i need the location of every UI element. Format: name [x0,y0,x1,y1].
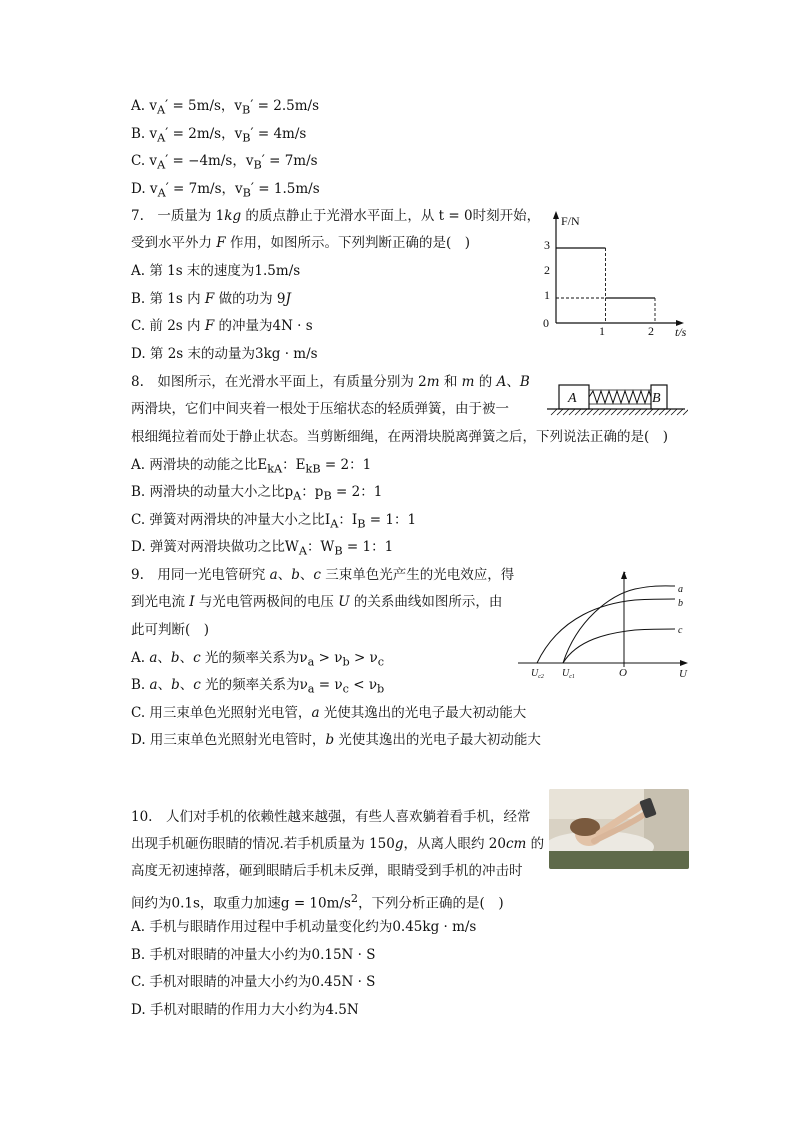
q9-stem-line3: 此可判断( ) [131,622,210,638]
q8-stem-line3: 根细绳拉着而处于静止状态。当剪断细绳，在两滑块脱离弹簧之后，下列说法正确的是( ) [131,429,669,445]
q9-xlabel: U [679,668,687,680]
q8-hatch-mark [647,409,653,415]
q8-hatch-mark [659,409,665,415]
q9-curve-c-label: c [678,625,683,636]
q7-xtick-2: 2 [648,324,654,338]
q9-curve-c [563,629,675,663]
q7-stem-line1: 7. 一质量为 1kg 的质点静止于光滑水平面上，从 t = 0时刻开始， [131,208,541,224]
q8-hatch-mark [629,409,635,415]
q8-hatch-mark [569,409,575,415]
q7-option-d: D. 第 2s 末的动量为3kg · m/s [131,346,318,362]
q7-option-c: C. 前 2s 内 F 的冲量为4N · s [131,318,313,334]
q8-option-c: C. 弹簧对两滑块的冲量大小之比$I_A$：$I_B = 1$：1 [131,512,417,531]
q8-hatch-mark [635,409,641,415]
q8-option-d: D. 弹簧对两滑块做功之比$W_A$：$W_B = 1$：1 [131,539,394,558]
q7-stem-line2: 受到水平外力 F 作用，如图所示。下列判断正确的是( ) [131,235,470,251]
q9-photocurrent-graph [515,565,695,683]
q6-option-b: B. $v_A' = 2m/s$，$v_B' = 4m/s$ [131,126,307,145]
q8-ground-hatch [551,409,688,415]
q8-hatch-mark [677,409,683,415]
q9-origin: O [619,667,627,679]
q9-curve-a-label: a [678,584,683,595]
q7-xtick-1: 1 [599,324,605,338]
q8-hatch-mark [671,409,677,415]
q10-stem-line4: 间约为0.1s，取重力加速$g = 10m/s^2$，下列分析正确的是( ) [131,892,504,912]
q9-stem-line1: 9. 用同一光电管研究 a、b、c 三束单色光产生的光电效应，得 [131,567,515,583]
q10-option-c: C. 手机对眼睛的冲量大小约为0.45N · S [131,974,376,990]
q8-hatch-mark [683,409,688,415]
q8-hatch-mark [599,409,605,415]
q9-option-b: B. a、b、c 光的频率关系为$\nu_a = \nu_c < \nu_b$ [131,677,385,696]
q8-hatch-mark [551,409,557,415]
q8-hatch-mark [575,409,581,415]
q9-x-arrow [680,660,688,666]
svg-text:Uc2 [531,668,544,680]
q9-curve-b [537,599,675,663]
q8-hatch-mark [563,409,569,415]
q8-hatch-mark [623,409,629,415]
q7-ytick-2: 2 [544,263,550,277]
q6-option-a: A. $v_A' = 5m/s$，$v_B' = 2.5m/s$ [131,98,320,117]
q8-hatch-mark [611,409,617,415]
q8-spring [589,391,651,403]
q8-option-b: B. 两滑块的动量大小之比$p_A$：$p_B = 2$：1 [131,484,383,503]
q8-option-a: A. 两滑块的动能之比$E_{kA}$：$E_{kB} = 2$：1 [131,457,372,476]
q10-option-a: A. 手机与眼睛作用过程中手机动量变化约为0.45kg · m/s [131,919,477,935]
q8-hatch-mark [641,409,647,415]
svg-text:Uc1 [562,668,575,680]
q6-option-c: C. $v_A' = -4m/s$，$v_B' = 7m/s$ [131,153,318,172]
q7-force-time-graph [535,205,705,340]
q7-ytick-3: 3 [544,238,550,252]
q8-hatch-mark [587,409,593,415]
q7-option-a: A. 第 1s 末的速度为1.5m/s [131,263,301,279]
q9-uc2-sub: c2 [538,674,544,680]
q10-stem-line3: 高度无初速掉落，砸到眼睛后手机未反弹，眼睛受到手机的冲击时 [131,863,523,879]
q9-uc1-sub: c1 [569,674,575,680]
q9-stem-line2: 到光电流 I 与光电管两极间的电压 U 的关系曲线如图所示，由 [131,594,503,610]
q9-ylabel: I [622,570,626,582]
q7-origin: 0 [543,316,549,330]
q9-option-c: C. 用三束单色光照射光电管，a 光使其逸出的光电子最大初动能大 [131,705,527,721]
q10-stem-line1: 10. 人们对手机的依赖性越来越强，有些人喜欢躺着看手机，经常 [131,809,531,825]
q8-stem-line1: 8. 如图所示，在光滑水平面上，有质量分别为 2m 和 m 的 A、B [131,374,530,390]
q7-xlabel: t/s [675,325,687,339]
q10-option-d: D. 手机对眼睛的作用力大小约为4.5N [131,1002,359,1018]
q9-option-a: A. a、b、c 光的频率关系为$\nu_a > \nu_b > \nu_c$ [131,650,385,669]
q8-hatch-mark [593,409,599,415]
q10-phone-reading-photo [549,789,689,869]
q9-option-d: D. 用三束单色光照射光电管时，b 光使其逸出的光电子最大初动能大 [131,732,541,748]
q7-ytick-1: 1 [544,288,550,302]
q7-option-b: B. 第 1s 内 F 做的功为 9J [131,291,291,307]
q8-hatch-mark [653,409,659,415]
q9-curve-a [563,586,675,663]
q8-blocks-spring-figure [543,379,688,421]
q7-y-arrow [553,211,559,219]
q8-block-a-label: A [568,391,577,406]
q8-hatch-mark [605,409,611,415]
q7-ylabel: F/N [561,214,580,228]
q6-option-d: D. $v_A' = 7m/s$，$v_B' = 1.5m/s$ [131,181,320,200]
q10-stem-line2: 出现手机砸伤眼睛的情况.若手机质量为 150g，从离人眼约 20cm 的 [131,836,545,852]
q9-curve-b-label: b [678,598,683,609]
q8-hatch-mark [557,409,563,415]
q9-uc2-label: U [531,668,539,679]
q8-stem-line2: 两滑块，它们中间夹着一根处于压缩状态的轻质弹簧，由于被一 [131,401,509,417]
q8-block-b-label: B [652,391,661,406]
q7-force-segments [556,248,655,323]
q8-hatch-mark [665,409,671,415]
q8-hatch-mark [617,409,623,415]
q8-hatch-mark [581,409,587,415]
q10-option-b: B. 手机对眼睛的冲量大小约为0.15N · S [131,947,376,963]
q9-uc1-label: U [562,668,570,679]
